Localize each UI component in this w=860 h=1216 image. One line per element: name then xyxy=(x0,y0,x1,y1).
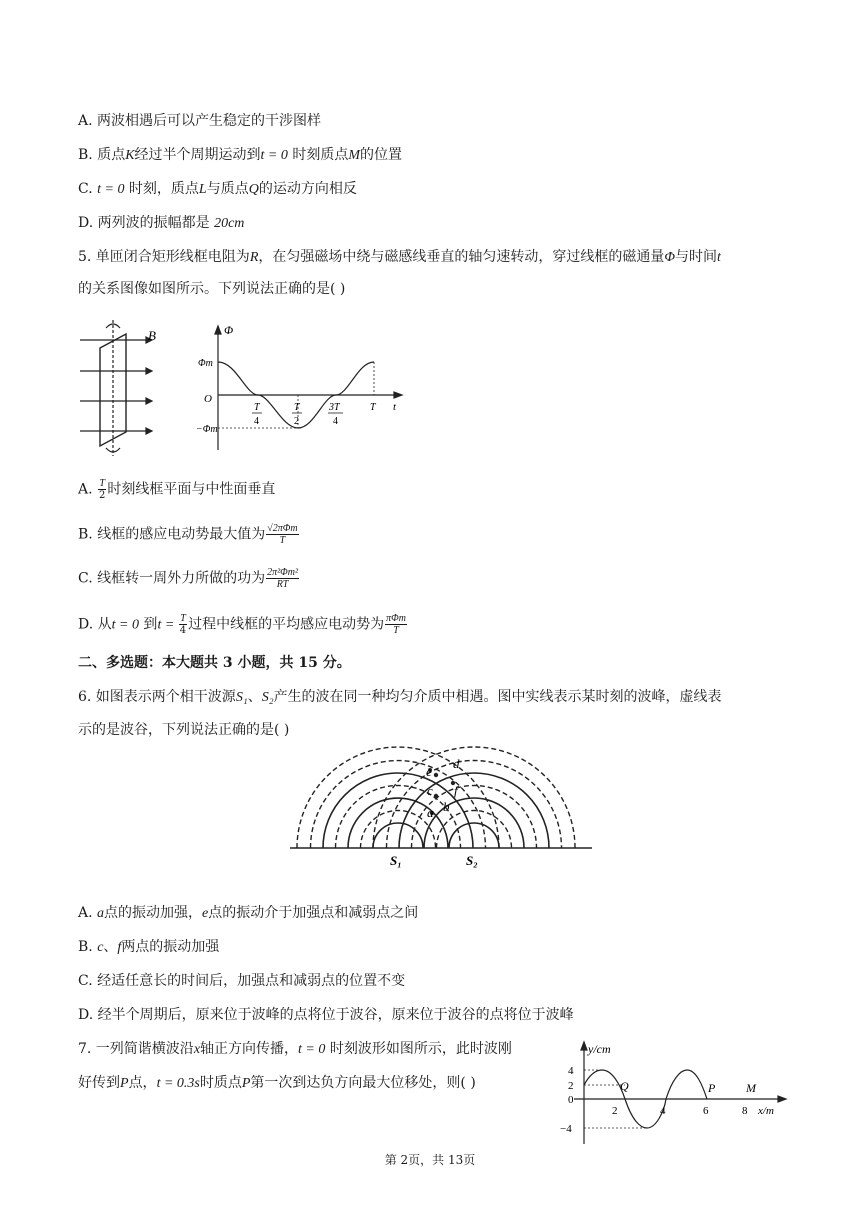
q4-option-d: D. 两列波的振幅都是 20cm xyxy=(78,215,245,231)
q7-fig-x6: 6 xyxy=(703,1105,709,1117)
q6-fig-a: a xyxy=(427,805,434,820)
q6-option-b: B. c、f两点的振动加强 xyxy=(78,939,220,955)
q7-fig-y4: 4 xyxy=(568,1065,574,1077)
q7-stem-line1: 7. 一列简谐横波沿x轴正方向传播，t = 0 时刻波形如图所示，此时波刚 xyxy=(78,1041,512,1057)
q5-flux-graph xyxy=(196,322,406,452)
q5-option-a: A. $\frac{T}{2}$ 时刻线框平面与中性面垂直 xyxy=(78,478,276,501)
q6-fig-f: f xyxy=(454,783,458,798)
q5-fig-b-label: B xyxy=(148,328,156,343)
q6-option-a: A. a点的振动加强，e点的振动介于加强点和减弱点之间 xyxy=(78,905,419,921)
q7-stem-line2: 好传到P点，t = 0.3s时质点P第一次到达负方向最大位移处，则( ) xyxy=(78,1075,476,1091)
q5-tick-t: T xyxy=(370,402,376,413)
q6-fig-s1: S₁ xyxy=(390,853,402,868)
q7-fig-x4: 4 xyxy=(660,1105,666,1117)
q5-fig-phim: Φm xyxy=(198,358,213,369)
q5-option-d: D. 从t = 0 到t = $\frac{T}{4}$ 过程中线框的平均感应电动势为 $\frac{\text{πΦm}}{T}$ xyxy=(78,613,406,636)
q6-interference-figure xyxy=(290,745,595,870)
q7-fig-m: M xyxy=(746,1081,756,1095)
q6-fig-d: d xyxy=(453,756,460,771)
q5-fig-neg-phim: −Φm xyxy=(196,424,218,435)
q6-stem-line2: 示的是波谷，下列说法正确的是( ) xyxy=(78,722,290,738)
q7-fig-x2: 2 xyxy=(612,1105,618,1117)
q7-fig-ylabel: y/cm xyxy=(588,1042,611,1056)
q6-option-c: C. 经适任意长的时间后，加强点和减弱点的位置不变 xyxy=(78,973,406,989)
q6-fig-b: b xyxy=(443,799,450,814)
q6-fig-s2: S₂ xyxy=(466,853,478,868)
q7-fig-q: Q xyxy=(620,1079,629,1093)
q5-coil-figure xyxy=(76,318,186,458)
q6-stem-line1: 6. 如图表示两个相干波源S₁、S₂产生的波在同一种均匀介质中相遇。图中实线表示某时刻的波峰，虚线表 xyxy=(78,689,722,705)
q6-fig-c: c xyxy=(427,783,433,798)
q7-wave-graph xyxy=(560,1040,790,1146)
q4-option-a: A. 两波相遇后可以产生稳定的干涉图样 xyxy=(78,113,322,129)
q5-tick-3t4-num: 3T xyxy=(329,402,340,413)
q5-option-b: B. 线框的感应电动势最大值为 $\frac{\text{√2πΦm}}{T}$ xyxy=(78,523,298,546)
q7-fig-yn4: −4 xyxy=(560,1123,572,1135)
q7-fig-y2: 2 xyxy=(568,1080,574,1092)
q7-fig-p: P xyxy=(708,1081,716,1095)
q7-fig-xlabel: x/m xyxy=(758,1105,774,1117)
q5-tick-3t4-den: 4 xyxy=(333,416,338,427)
q5-tick-t2-den: 2 xyxy=(294,416,299,427)
q5-stem-line2: 的关系图像如图所示。下列说法正确的是( ) xyxy=(78,281,346,297)
q5-fig-phi-axis: Φ xyxy=(224,323,234,337)
q5-tick-t4-num: T xyxy=(254,402,260,413)
q5-stem-line1: 5. 单匝闭合矩形线框电阻为R，在匀强磁场中绕与磁感线垂直的轴匀速转动，穿过线框的磁通量Φ与时间t xyxy=(78,249,721,265)
q5-option-c: C. 线框转一周外力所做的功为 $\frac{\text{2π²Φm²}}{RT}$ xyxy=(78,567,298,590)
q4-option-b: B. 质点K经过半个周期运动到t = 0 时刻质点M的位置 xyxy=(78,147,403,163)
q7-fig-x8: 8 xyxy=(742,1105,748,1117)
q5-fig-origin: O xyxy=(204,393,212,405)
section-heading: 二、多选题：本大题共 3 小题，共 15 分。 xyxy=(78,655,351,671)
q6-fig-e: e xyxy=(426,764,432,779)
q7-fig-y0: 0 xyxy=(568,1094,574,1106)
q5-tick-t2-num: T xyxy=(294,402,300,413)
q6-option-d: D. 经半个周期后，原来位于波峰的点将位于波谷，原来位于波谷的点将位于波峰 xyxy=(78,1007,574,1023)
q5-tick-t4-den: 4 xyxy=(254,416,259,427)
q4-option-c: C. t = 0 时刻，质点L与质点Q的运动方向相反 xyxy=(78,181,357,197)
page-footer: 第 2页，共 13页 xyxy=(384,1153,476,1167)
q5-fig-t-axis: t xyxy=(393,401,397,413)
